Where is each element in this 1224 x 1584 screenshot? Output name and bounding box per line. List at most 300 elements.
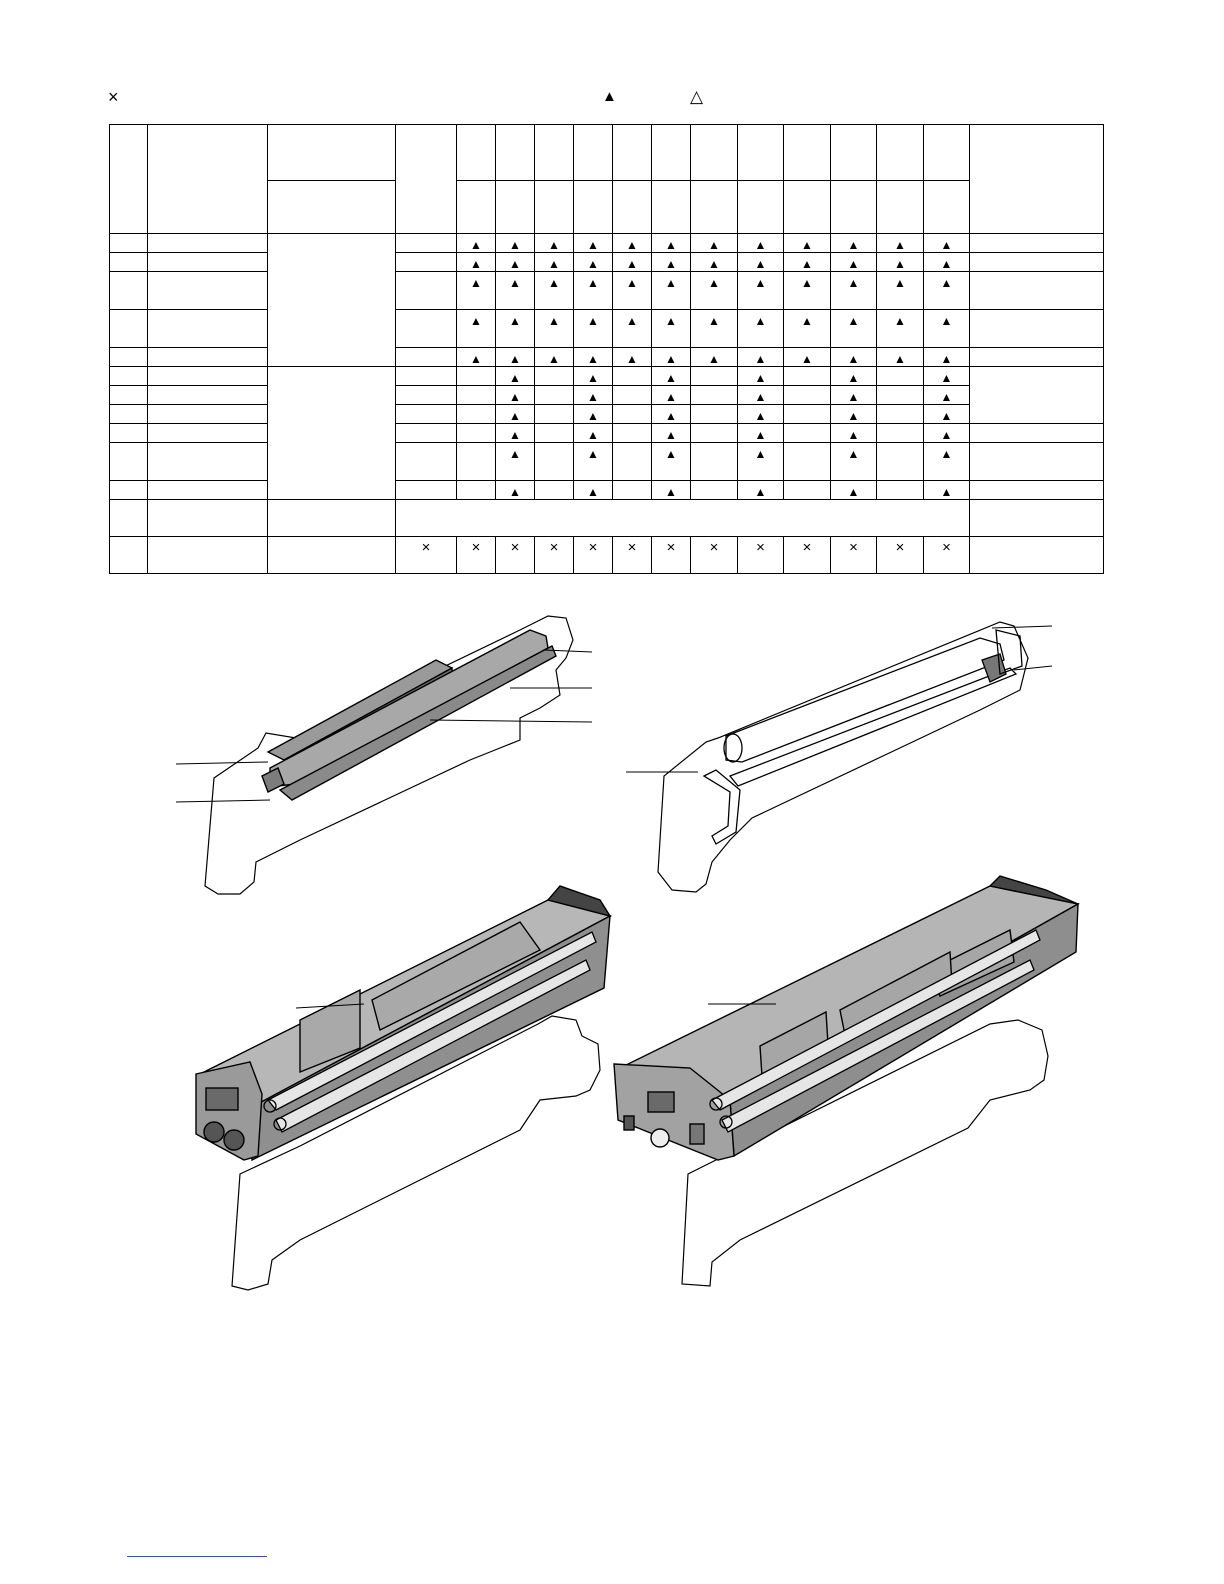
filled-triangle-icon: ▲ [509,371,521,385]
row-interval-mark [496,234,535,253]
row-interval-mark [831,272,877,310]
row-part-name [148,443,268,481]
row-remarks [970,253,1104,272]
row-interval-mark [877,348,924,367]
cross-icon: × [549,539,559,556]
row-interval-mark [691,405,738,424]
row-interval-mark [613,310,652,348]
row-remarks [970,272,1104,310]
row-remarks [970,234,1104,253]
filled-triangle-icon: ▲ [665,485,677,499]
cross-icon: × [588,539,598,556]
filled-triangle-icon: ▲ [847,390,860,404]
filled-triangle-icon: ▲ [509,447,521,461]
header-interval-sub [738,181,784,234]
row-interval-mark [574,481,613,500]
table-row [110,310,1104,348]
row-part-name [148,537,268,574]
row-qty [396,234,457,253]
header-part-name [148,125,268,234]
filled-triangle-icon: ▲ [587,409,599,423]
header-interval [831,125,877,181]
header-interval-sub [877,181,924,234]
row-interval-mark [496,272,535,310]
maintenance-table [109,124,1104,574]
filled-triangle-icon: ▲ [665,257,677,271]
filled-triangle-icon: ▲ [665,428,677,442]
row-interval-mark [691,424,738,443]
row-interval-mark [877,481,924,500]
row-interval-mark [924,481,970,500]
row-interval-mark [457,234,496,253]
row-interval-mark [738,537,784,574]
row-interval-mark [457,386,496,405]
row-interval-mark [496,443,535,481]
filled-triangle-icon: ▲ [665,238,677,252]
row-interval-mark [496,424,535,443]
row-no [110,481,148,500]
filled-triangle-icon: ▲ [940,371,953,385]
filled-triangle-icon: ▲ [548,238,560,252]
row-no [110,443,148,481]
filled-triangle-icon: ▲ [602,88,617,105]
row-part-name [148,405,268,424]
row-interval-mark [496,537,535,574]
row-interval-mark [831,386,877,405]
row-interval-mark [691,348,738,367]
row-qty [396,537,457,574]
row-group [268,537,396,574]
header-interval [457,125,496,181]
row-interval-mark [831,481,877,500]
row-interval-mark [652,481,691,500]
filled-triangle-icon: ▲ [801,257,813,271]
row-interval-mark [784,386,831,405]
row-interval-mark [652,310,691,348]
row-interval-mark [738,367,784,386]
row-interval-mark [784,234,831,253]
row-qty [396,443,457,481]
row-interval-mark [574,367,613,386]
row-interval-mark [574,234,613,253]
filled-triangle-icon: ▲ [626,238,638,252]
row-interval-mark [738,234,784,253]
row-interval-mark [691,272,738,310]
cross-icon: × [666,539,676,556]
row-interval-mark [457,367,496,386]
row-part-name [148,481,268,500]
row-qty [396,348,457,367]
row-interval-mark [784,367,831,386]
row-interval-mark [574,310,613,348]
row-remarks [970,443,1104,481]
filled-triangle-icon: ▲ [665,409,677,423]
toner-cartridge-left [196,886,610,1160]
row-no [110,537,148,574]
row-interval-mark [496,253,535,272]
row-part-name [148,348,268,367]
filled-triangle-icon: ▲ [587,371,599,385]
filled-triangle-icon: ▲ [940,352,953,366]
filled-triangle-icon: ▲ [548,257,560,271]
filled-triangle-icon: ▲ [626,257,638,271]
header-interval [574,125,613,181]
filled-triangle-icon: ▲ [665,352,677,366]
row-interval-mark [613,253,652,272]
cross-icon: × [627,539,637,556]
legend [108,86,808,108]
callout-line [992,626,1052,628]
row-interval-mark [691,310,738,348]
row-interval-mark [691,367,738,386]
row-interval-mark [574,405,613,424]
filled-triangle-icon: ▲ [940,409,953,423]
row-remarks [970,481,1104,500]
row-interval-mark [877,424,924,443]
row-interval-mark [831,348,877,367]
row-no [110,500,148,537]
row-interval-mark [652,367,691,386]
row-interval-mark [652,272,691,310]
filled-triangle-icon: ▲ [548,276,560,290]
row-interval-mark [652,424,691,443]
row-interval-mark [613,386,652,405]
row-interval-mark [613,348,652,367]
filled-triangle-icon: ▲ [754,409,767,423]
row-qty [396,253,457,272]
filled-triangle-icon: ▲ [470,314,482,328]
filled-triangle-icon: ▲ [894,314,906,328]
filled-triangle-icon: ▲ [801,238,813,252]
row-interval-mark [613,537,652,574]
row-interval-mark [613,367,652,386]
outline-triangle-icon: △ [690,87,704,106]
filled-triangle-icon: ▲ [587,428,599,442]
row-remarks [970,537,1104,574]
filled-triangle-icon: ▲ [665,276,677,290]
row-interval-mark [924,386,970,405]
parts-illustrations [0,600,1224,1300]
row-interval-mark [457,348,496,367]
row-interval-mark [613,481,652,500]
filled-triangle-icon: ▲ [847,352,860,366]
cross-icon: × [895,539,905,556]
filled-triangle-icon: ▲ [940,238,953,252]
row-interval-mark [457,253,496,272]
filled-triangle-icon: ▲ [626,314,638,328]
row-interval-mark [784,272,831,310]
filled-triangle-icon: ▲ [894,352,906,366]
header-qty [396,125,457,234]
header-interval-sub [831,181,877,234]
filled-triangle-icon: ▲ [509,390,521,404]
row-interval-mark [738,386,784,405]
row-interval-mark [831,424,877,443]
filled-triangle-icon: ▲ [587,447,599,461]
row-interval-mark [535,348,574,367]
row-group [268,367,396,500]
filled-triangle-icon: ▲ [940,428,953,442]
row-part-name [148,367,268,386]
row-interval-mark [924,367,970,386]
table-row [110,424,1104,443]
row-interval-mark [457,537,496,574]
header-no [110,125,148,234]
table-row [110,272,1104,310]
header-interval [738,125,784,181]
row-no [110,272,148,310]
filled-triangle-icon: ▲ [587,257,599,271]
row-interval-mark [691,234,738,253]
table-row [110,500,1104,537]
row-interval-mark [831,310,877,348]
row-interval-mark [652,348,691,367]
row-interval-mark [924,310,970,348]
row-interval-mark [496,367,535,386]
filled-triangle-icon: ▲ [509,409,521,423]
row-interval-mark [738,424,784,443]
toner-cartridge-right [614,876,1078,1160]
row-interval-mark [784,405,831,424]
header-interval [784,125,831,181]
row-group [268,500,396,537]
filled-triangle-icon: ▲ [754,428,767,442]
filled-triangle-icon: ▲ [587,276,599,290]
table-row [110,367,1104,386]
row-interval-mark [457,481,496,500]
row-part-name [148,272,268,310]
row-interval-mark [574,386,613,405]
filled-triangle-icon: ▲ [754,390,767,404]
row-remarks [970,367,1104,424]
row-interval-mark [457,310,496,348]
header-interval-sub [652,181,691,234]
filled-triangle-icon: ▲ [754,485,767,499]
filled-triangle-icon: ▲ [801,276,813,290]
filled-triangle-icon: ▲ [665,314,677,328]
row-no [110,253,148,272]
row-interval-mark [784,537,831,574]
filled-triangle-icon: ▲ [940,314,953,328]
footer-link-underline[interactable] [127,1556,267,1557]
row-interval-mark [535,405,574,424]
filled-triangle-icon: ▲ [470,276,482,290]
filled-triangle-icon: ▲ [894,238,906,252]
row-interval-mark [877,253,924,272]
row-interval-mark [535,272,574,310]
filled-triangle-icon: ▲ [509,257,521,271]
table-row [110,443,1104,481]
filled-triangle-icon: ▲ [470,238,482,252]
row-interval-mark [652,405,691,424]
cross-icon: × [421,539,431,556]
row-interval-mark [613,272,652,310]
row-interval-mark [738,253,784,272]
header-interval [496,125,535,181]
filled-triangle-icon: ▲ [587,352,599,366]
filled-triangle-icon: ▲ [847,238,860,252]
row-interval-mark [613,234,652,253]
row-interval-mark [691,253,738,272]
row-interval-mark [652,537,691,574]
cross-icon: × [849,539,858,556]
row-no [110,234,148,253]
row-no [110,310,148,348]
filled-triangle-icon: ▲ [894,257,906,271]
table-row [110,253,1104,272]
row-interval-mark [457,424,496,443]
row-interval-mark [877,367,924,386]
row-interval-mark [574,272,613,310]
header-group-lower [268,181,396,234]
header-remarks [970,125,1104,234]
row-part-name [148,310,268,348]
filled-triangle-icon: ▲ [665,390,677,404]
filled-triangle-icon: ▲ [940,447,953,461]
filled-triangle-icon: ▲ [754,238,767,252]
cross-icon: × [471,539,481,556]
row-interval-mark [535,367,574,386]
row-interval-mark [877,405,924,424]
row-interval-mark [574,537,613,574]
row-qty [396,405,457,424]
filled-triangle-icon: ▲ [708,352,720,366]
filled-triangle-icon: ▲ [847,409,860,423]
row-interval-mark [535,481,574,500]
row-remarks [970,424,1104,443]
filled-triangle-icon: ▲ [847,447,860,461]
filled-triangle-icon: ▲ [587,238,599,252]
filled-triangle-icon: ▲ [754,447,767,461]
filled-triangle-icon: ▲ [665,447,677,461]
header-interval-sub [457,181,496,234]
row-interval-mark [613,405,652,424]
row-no [110,386,148,405]
header-interval [652,125,691,181]
row-remarks [970,500,1104,537]
filled-triangle-icon: ▲ [801,352,813,366]
filled-triangle-icon: ▲ [509,485,521,499]
row-interval-mark [784,443,831,481]
row-interval-mark [691,386,738,405]
row-interval-mark [738,310,784,348]
row-interval-mark [831,367,877,386]
row-interval-mark [457,272,496,310]
header-interval-sub [924,181,970,234]
row-interval-mark [924,443,970,481]
row-part-name [148,500,268,537]
row-interval-mark [831,405,877,424]
row-interval-mark [574,348,613,367]
row-interval-mark [535,310,574,348]
filled-triangle-icon: ▲ [754,257,767,271]
filled-triangle-icon: ▲ [754,276,767,290]
row-interval-mark [613,443,652,481]
row-interval-mark [535,537,574,574]
row-interval-mark [784,310,831,348]
filled-triangle-icon: ▲ [708,276,720,290]
filled-triangle-icon: ▲ [708,257,720,271]
row-interval-mark [877,537,924,574]
cross-icon: × [756,539,765,556]
row-interval-mark [652,386,691,405]
cross-icon: × [942,539,951,556]
row-interval-mark [784,348,831,367]
row-interval-mark [496,386,535,405]
filled-triangle-icon: ▲ [470,352,482,366]
row-interval-mark [924,424,970,443]
figure-roller-left [262,630,556,800]
row-part-name [148,253,268,272]
filled-triangle-icon: ▲ [940,257,953,271]
row-interval-mark [496,348,535,367]
row-interval-mark [924,234,970,253]
row-merged-note [396,500,970,537]
filled-triangle-icon: ▲ [754,352,767,366]
table-row [110,386,1104,405]
row-interval-mark [738,348,784,367]
row-interval-mark [574,443,613,481]
row-no [110,348,148,367]
header-interval-sub [691,181,738,234]
row-interval-mark [924,537,970,574]
filled-triangle-icon: ▲ [509,428,521,442]
row-interval-mark [738,443,784,481]
header-interval-sub [784,181,831,234]
cross-icon: × [510,539,520,556]
cross-icon: × [709,539,719,556]
header-interval [877,125,924,181]
row-interval-mark [831,537,877,574]
row-interval-mark [877,310,924,348]
row-interval-mark [738,272,784,310]
cross-icon: × [802,539,812,556]
row-interval-mark [496,481,535,500]
row-interval-mark [738,481,784,500]
filled-triangle-icon: ▲ [708,314,720,328]
filled-triangle-icon: ▲ [847,485,860,499]
row-interval-mark [652,443,691,481]
row-interval-mark [496,405,535,424]
row-interval-mark [831,234,877,253]
filled-triangle-icon: ▲ [470,257,482,271]
row-qty [396,481,457,500]
row-interval-mark [457,405,496,424]
filled-triangle-icon: ▲ [754,371,767,385]
callout-line [430,720,592,722]
row-qty [396,310,457,348]
row-interval-mark [535,253,574,272]
row-interval-mark [535,443,574,481]
header-interval-sub [496,181,535,234]
filled-triangle-icon: ▲ [940,276,953,290]
row-qty [396,272,457,310]
row-interval-mark [535,424,574,443]
filled-triangle-icon: ▲ [587,390,599,404]
row-interval-mark [613,424,652,443]
row-group [268,234,396,367]
row-interval-mark [924,253,970,272]
row-interval-mark [831,253,877,272]
header-interval [613,125,652,181]
header-interval-sub [535,181,574,234]
filled-triangle-icon: ▲ [847,371,860,385]
filled-triangle-icon: ▲ [754,314,767,328]
row-interval-mark [574,424,613,443]
filled-triangle-icon: ▲ [548,314,560,328]
row-interval-mark [784,253,831,272]
row-no [110,424,148,443]
